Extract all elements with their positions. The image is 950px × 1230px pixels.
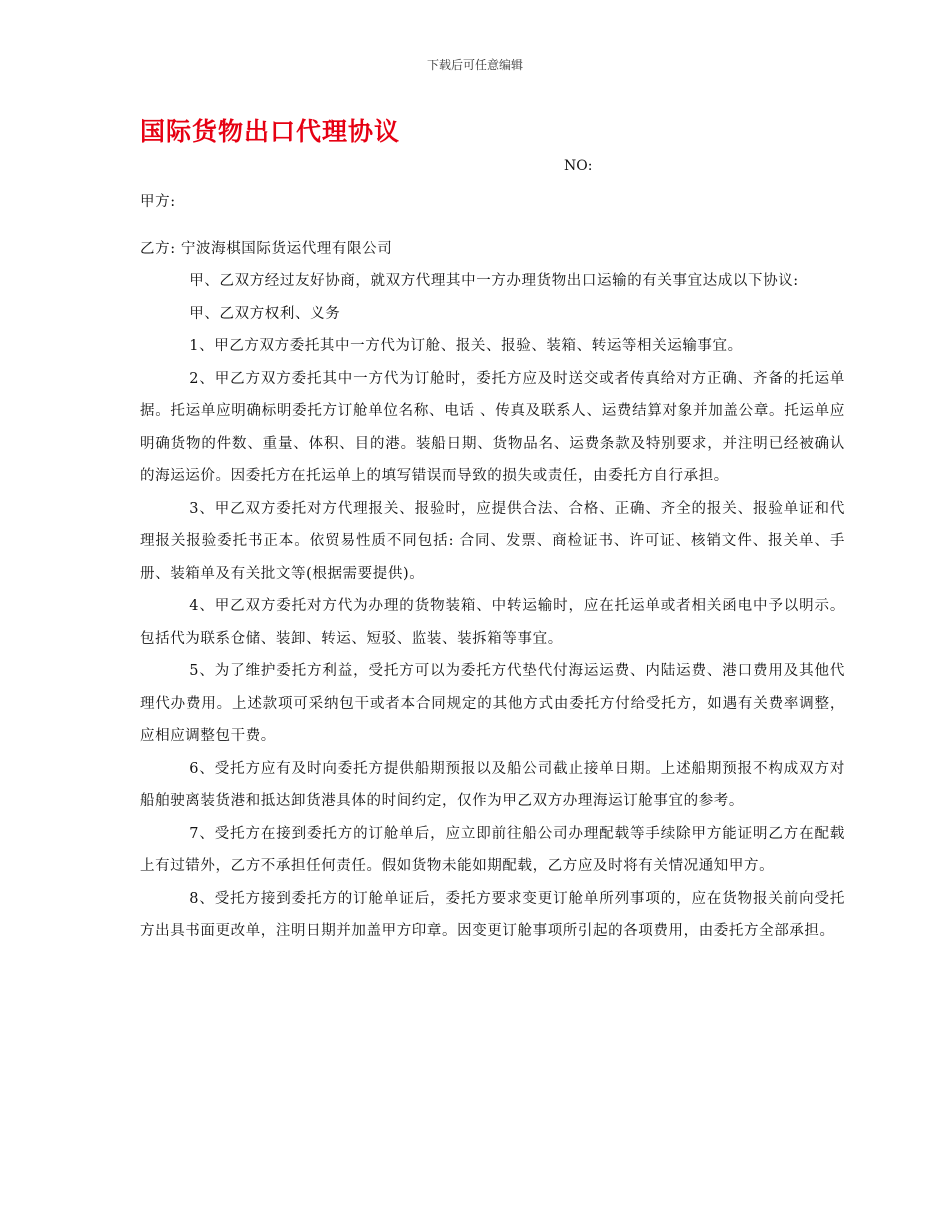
section-heading: 甲、乙双方权利、义务 [189, 305, 341, 322]
intro-paragraph: 甲、乙双方经过友好协商，就双方代理其中一方办理货物出口运输的有关事宜达成以下协议: [189, 273, 799, 289]
party-b-line: 乙方: 宁波海棋国际货运代理有限公司 [140, 240, 393, 257]
clause-6: 6、受托方应有及时向委托方提供船期预报以及船公司截止接单日期。上述船期预报不构成双方对船舶驶离装货港和抵达卸货港具体的时间约定，仅作为甲乙双方办理海运订舱事宜的参考。 [140, 760, 845, 809]
clause-7: 7、受托方在接到委托方的订舱单后，应立即前往船公司办理配载等手续除甲方能证明乙方在配载上有过错外，乙方不承担任何责任。假如货物未能如期配载，乙方应及时将有关情况通知甲方。 [140, 825, 845, 874]
party-a-line: 甲方: [140, 194, 176, 210]
clause-3: 3、甲乙双方委托对方代理报关、报验时，应提供合法、合格、正确、齐全的报关、报验单证和代理报关报验委托书正本。依贸易性质不同包括: 合同、发票、商检证书、许可证、核销文件、报关单、手册、装箱单及有关批文等(根据需要提供)。 [140, 500, 845, 582]
clause-2: 2、甲乙方双方委托其中一方代为订舱时，委托方应及时送交或者传真给对方正确、齐备的托运单据。托运单应明确标明委托方订舱单位名称、电话 、传真及联系人、运费结算对象并加盖公章。托运单应明确货物的件数、重量、体积、目的港。装船日期、货物品名、运费条款及特别要求，并注明已经被确认的海运运价。因委托方在托运单上的填写错误而导致的损失或责任，由委托方自行承担。 [140, 370, 845, 484]
clause-8: 8、受托方接到委托方的订舱单证后，委托方要求变更订舱单所列事项的，应在货物报关前向受托方出具书面更改单，注明日期并加盖甲方印章。因变更订舱事项所引起的各项费用，由委托方全部承担。 [140, 890, 845, 939]
header-note: 下载后可任意编辑 [426, 58, 523, 72]
clause-1: 1、甲乙方双方委托其中一方代为订舱、报关、报验、装箱、转运等相关运输事宜。 [189, 338, 743, 354]
document-body [140, 186, 845, 948]
document-number-label: NO: [564, 158, 593, 174]
document-title: 国际货物出口代理协议 [140, 117, 401, 146]
clause-5: 5、为了维护委托方利益，受托方可以为委托方代垫代付海运运费、内陆运费、港口费用及其他代理代办费用。上述款项可采纳包干或者本合同规定的其他方式由委托方付给受托方，如遇有关费率调整，应相应调整包干费。 [140, 663, 845, 744]
clause-4: 4、甲乙双方委托对方代为办理的货物装箱、中转运输时，应在托运单或者相关函电中予以明示。包括代为联系仓储、装卸、转运、短驳、监装、装拆箱等事宜。 [140, 598, 845, 647]
